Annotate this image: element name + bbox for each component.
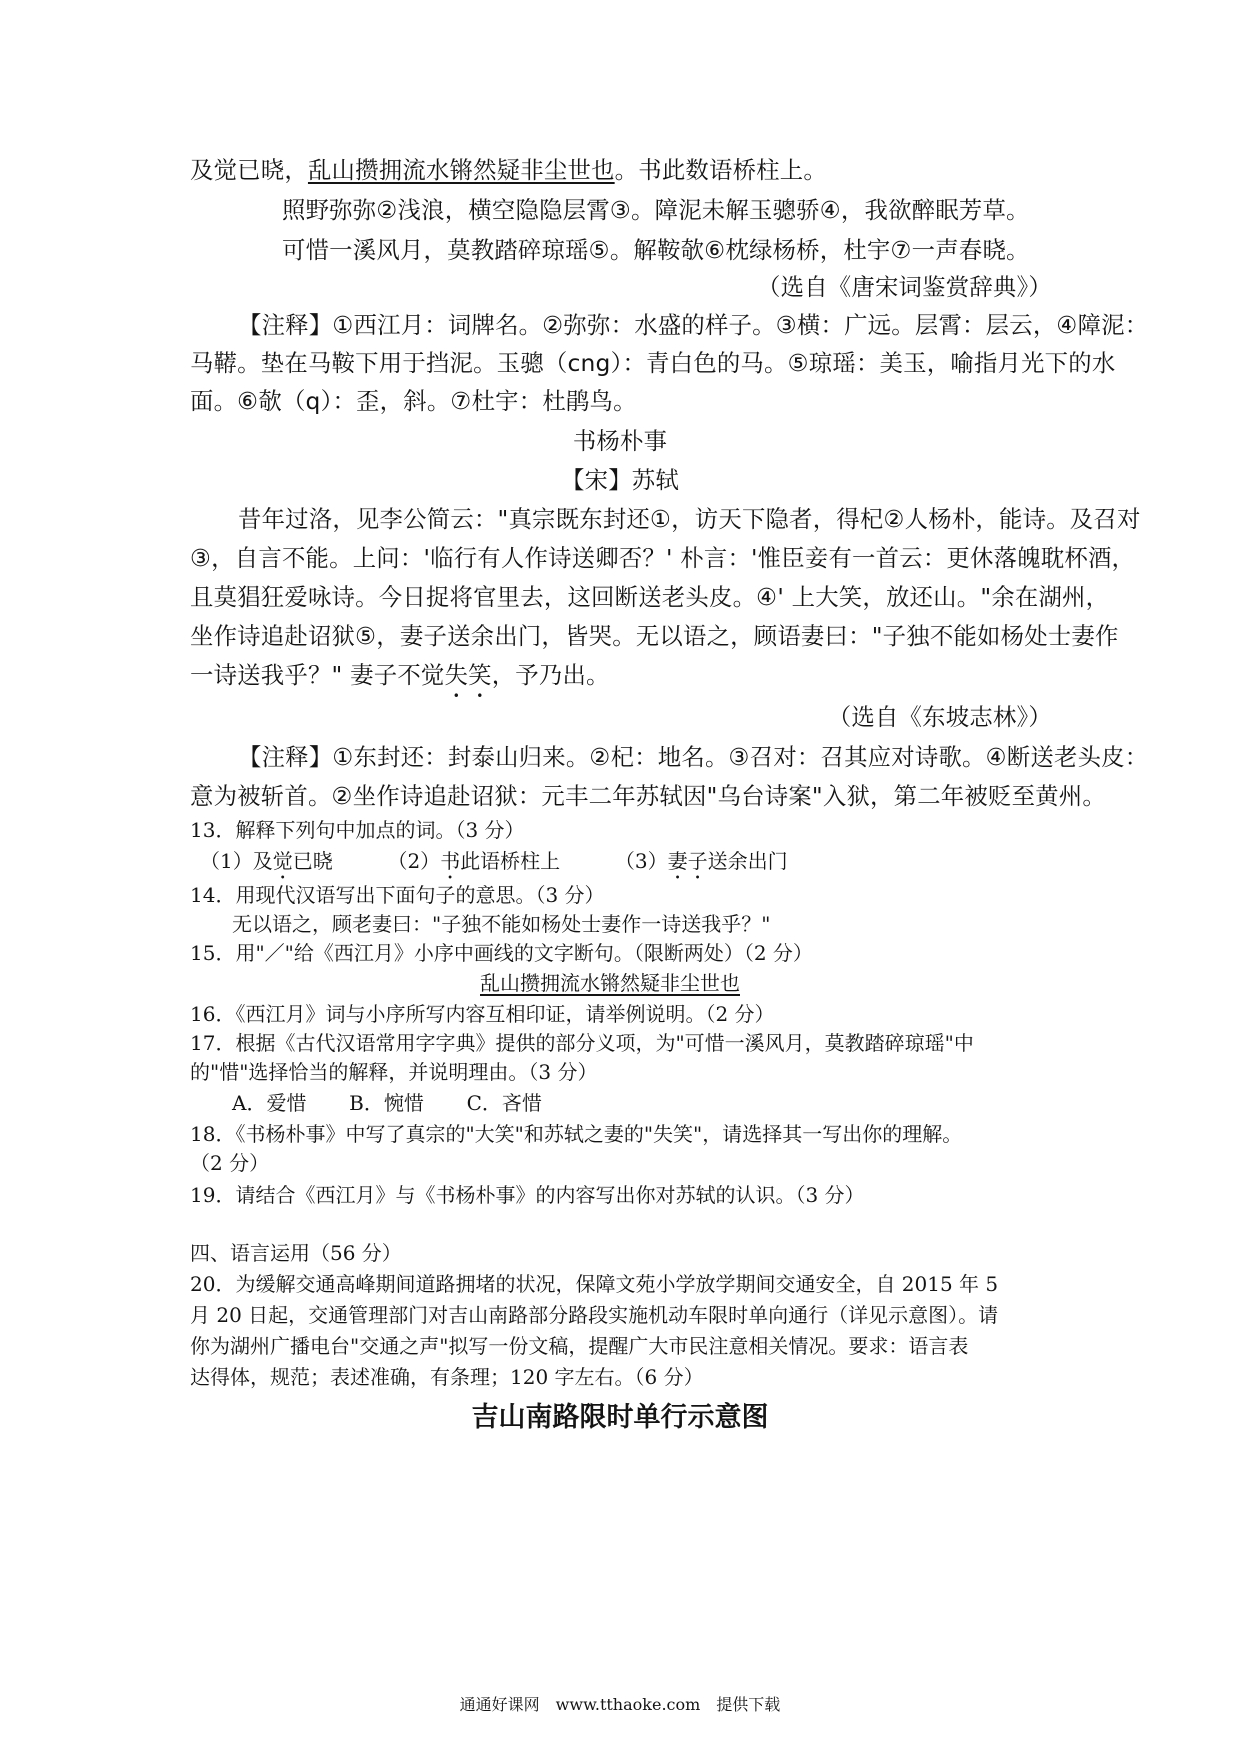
q13-item-3: （3）妻子送余出门 [614,849,788,873]
question-20-line-1: 20．为缓解交通高峰期间道路拥堵的状况，保障文苑小学放学期间交通安全，自 2015 年 5 [190,1272,999,1296]
question-15: 15．用"／"给《西江月》小序中画线的文字断句。（限断两处）（2 分） [190,941,813,965]
essay-dotted-word: 失笑 [444,661,492,689]
poem-line-2: 可惜一溪风月，莫教踏碎琼瑶⑤。解鞍欹⑥枕绿杨桥，杜宇⑦一声春晓。 [282,236,1030,264]
question-15-text [480,968,740,998]
question-14-sentence: 无以语之，顾老妻曰："子独不能如杨处士妻作一诗送我乎？" [232,912,771,936]
essay-line-1: 昔年过洛，见李公简云："真宗既东封还①，访天下隐者，得杞②人杨朴，能诗。及召对 [238,505,1141,533]
question-14: 14．用现代汉语写出下面句子的意思。（3 分） [190,883,605,907]
poem-line-1: 照野弥弥②浅浪，横空隐隐层霄③。障泥未解玉骢骄④，我欲醉眠芳草。 [282,196,1030,224]
question-18-line-2: （2 分） [190,1151,270,1175]
essay-line-3: 且莫猖狂爱咏诗。今日捉将官里去，这回断送老头皮。④' 上大笑，放还山。"余在湖州， [190,583,1110,611]
question-13-items [200,846,1080,884]
section-4-heading: 四、语言运用（56 分） [190,1241,402,1265]
question-19: 19．请结合《西江月》与《书杨朴事》的内容写出你对苏轼的认识。（3 分） [190,1183,865,1207]
question-16: 16．《西江月》词与小序所写内容互相印证，请举例说明。（2 分） [190,1002,775,1026]
preface-text-b: 。书此数语桥柱上。 [614,156,827,184]
q15-underlined: 乱山攒拥流水锵然疑非尘世也 [480,971,740,995]
essay-line-5-a: 一诗送我乎？" 妻子不觉 [190,661,445,689]
essay-line-5 [190,660,1070,703]
page-footer: 通通好课网 www.tthaoke.com 提供下载 [459,1695,781,1714]
question-18-line-1: 18．《书杨朴事》中写了真宗的"大笑"和苏轼之妻的"失笑"，请选择其一写出你的理解。 [190,1122,963,1146]
preface-underlined-text: 乱山攒拥流水锵然疑非尘世也 [307,156,615,184]
question-17-options [232,1088,1112,1118]
question-20-line-2: 月 20 日起，交通管理部门对吉山南路部分路段实施机动车限时单向通行（详见示意图）。请 [190,1303,999,1327]
question-20-line-3: 你为湖州广播电台"交通之声"拟写一份文稿，提醒广大市民注意相关情况。要求：语言表 [190,1334,969,1358]
poem-note-2: 马鞯。垫在马鞍下用于挡泥。玉骢（cng）：青白色的马。⑤琼瑶：美玉，喻指月光下的水 [190,349,1116,377]
map-title: 吉山南路限时单行示意图 [471,1402,769,1433]
question-20-line-4: 达得体，规范；表述准确，有条理；120 字左右。（6 分） [190,1365,704,1389]
q17-option-b: B．惋惜 [349,1091,424,1115]
preface-text-a: 及觉已晓， [190,156,308,184]
q17-option-c: C．吝惜 [466,1091,542,1115]
essay-source: （选自《东坡志林》） [827,703,1052,731]
essay-line-2: ③，自言不能。上问：'临行有人作诗送卿否？' 朴言：'惟臣妾有一首云：更休落魄耽杯酒， [190,544,1136,572]
essay-line-4: 坐作诗追赴诏狱⑤，妻子送余出门，皆哭。无以语之，顾语妻曰："子独不能如杨处士妻作 [190,622,1119,650]
question-13: 13．解释下列句中加点的词。（3 分） [190,818,525,842]
essay-note-1: 【注释】①东封还：封泰山归来。②杞：地名。③召对：召其应对诗歌。④断送老头皮： [238,743,1149,771]
q13-item-1: （1）及觉已晓 [200,849,333,873]
question-17-line-2: 的"惜"选择恰当的解释，并说明理由。（3 分） [190,1060,598,1084]
q13-item-2: （2）书此语桥柱上 [387,849,561,873]
essay-title: 书杨朴事 [572,427,668,455]
poem-note-3: 面。⑥欹（q）：歪，斜。⑦杜宇：杜鹃鸟。 [190,387,637,415]
q17-option-a: A．爱惜 [232,1091,307,1115]
poem-note-1: 【注释】①西江月：词牌名。②弥弥：水盛的样子。③横：广远。层霄：层云，④障泥： [238,311,1149,339]
preface-line [190,155,1070,185]
question-17-line-1: 17．根据《古代汉语常用字字典》提供的部分义项，为"可惜一溪风月，莫教踏碎琼瑶"中 [190,1031,974,1055]
essay-author: 【宋】苏轼 [561,466,679,494]
essay-note-2: 意为被斩首。②坐作诗追赴诏狱：元丰二年苏轼因"乌台诗案"入狱，第二年被贬至黄州。 [190,782,1106,810]
essay-line-5-b: ，予乃出。 [491,661,610,689]
poem-source: （选自《唐宋词鉴赏辞典》） [757,273,1052,301]
